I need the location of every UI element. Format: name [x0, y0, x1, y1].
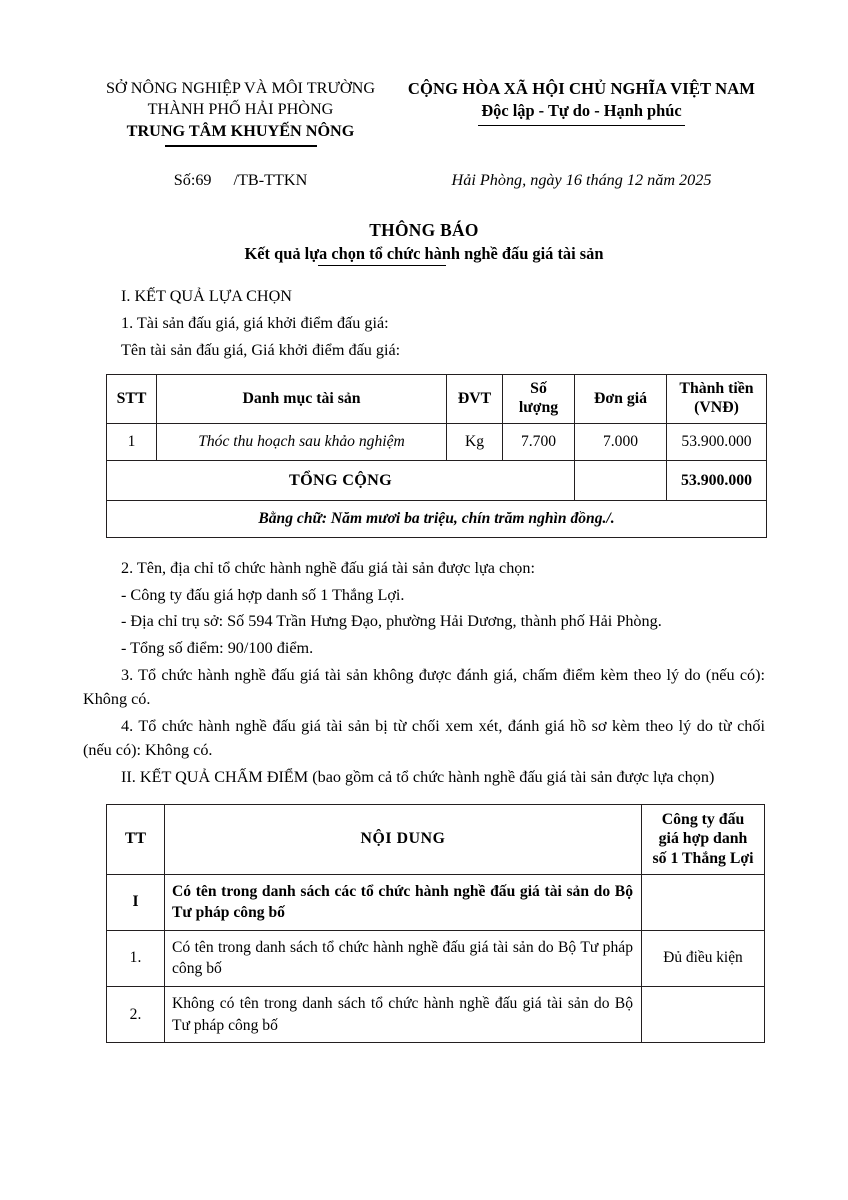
section-1-item-4: 4. Tổ chức hành nghề đấu giá tài sản bị từ chối xem xét, đánh giá hồ sơ kèm theo lý do từ chối (nếu có): Không có. [83, 716, 765, 760]
cell-asset-name: Thóc thu hoạch sau khảo nghiệm [157, 424, 447, 461]
authority-line-3: TRUNG TÂM KHUYẾN NÔNG [126, 121, 355, 140]
cell-quantity: 7.700 [503, 424, 575, 461]
document-body [83, 284, 765, 362]
section-1-item-2-bullet-3: - Tổng số điểm: 90/100 điểm. [121, 638, 314, 657]
amount-in-words: Bằng chữ: Năm mươi ba triệu, chín trăm nghìn đồng./. [107, 501, 767, 538]
table-words-row [107, 501, 767, 538]
header-company-line-3: số 1 Thắng Lợi [652, 850, 754, 868]
header-company-line-1: Công ty đấu [661, 810, 745, 828]
place-and-date: Hải Phòng, ngày 16 tháng 12 năm 2025 [451, 170, 712, 189]
header-amount-line-1: Thành tiền [679, 380, 754, 398]
header-asset-name: Danh mục tài sản [157, 375, 447, 424]
header-amount-line-2: (VNĐ) [694, 399, 739, 417]
scoring-header-row [107, 804, 765, 874]
total-empty-cell [575, 461, 667, 501]
section-1-heading: I. KẾT QUẢ LỰA CHỌN [121, 287, 292, 306]
cell-unit: Kg [447, 424, 503, 461]
authority-line-1: SỞ NÔNG NGHIỆP VÀ MÔI TRƯỜNG [105, 79, 376, 97]
motto-underline [478, 125, 685, 127]
header-quantity-line-2: lượng [518, 399, 559, 417]
document-number: Số:69 [173, 170, 212, 189]
document-header [83, 0, 765, 147]
table-row [107, 874, 765, 930]
authority-underline [165, 145, 317, 147]
cell-index: I [107, 874, 165, 930]
cell-result [642, 874, 765, 930]
national-motto: Độc lập - Tự do - Hạnh phúc [481, 100, 682, 120]
section-1-item-3: 3. Tổ chức hành nghề đấu giá tài sản không được đánh giá, chấm điểm kèm theo lý do (nếu có): Không có. [83, 665, 765, 709]
section-1-item-2: 2. Tên, địa chỉ tổ chức hành nghề đấu giá tài sản được lựa chọn: [121, 559, 535, 578]
cell-index: 1. [107, 930, 165, 986]
subtitle-underline [318, 265, 446, 267]
cell-criteria: Có tên trong danh sách các tổ chức hành nghề đấu giá tài sản do Bộ Tư pháp công bố [165, 874, 642, 930]
document-body-continued [83, 556, 765, 790]
section-1-item-2-bullet-1: - Công ty đấu giá hợp danh số 1 Thắng Lợi. [121, 585, 405, 604]
header-company-line-2: giá hợp danh [658, 830, 748, 848]
cell-index: 2. [107, 986, 165, 1042]
authority-line-2: THÀNH PHỐ HẢI PHÒNG [147, 100, 334, 119]
table-row [107, 930, 765, 986]
header-amount [667, 375, 767, 424]
header-unit: ĐVT [447, 375, 503, 424]
section-1-item-1-sub: Tên tài sản đấu giá, Giá khởi điểm đấu giá: [121, 340, 401, 359]
cell-criteria: Không có tên trong danh sách tổ chức hành nghề đấu giá tài sản do Bộ Tư pháp công bố [165, 986, 642, 1042]
total-amount: 53.900.000 [667, 461, 767, 501]
total-label: TỔNG CỘNG [107, 461, 575, 501]
document-number-block [83, 171, 398, 190]
section-1-item-2-bullet-2: - Địa chỉ trụ sở: Số 594 Trần Hưng Đạo, phường Hải Dương, thành phố Hải Phòng. [121, 612, 662, 631]
header-unit-price: Đơn giá [575, 375, 667, 424]
table-row [107, 986, 765, 1042]
document-subtitle: Kết quả lựa chọn tổ chức hành nghề đấu giá tài sản [244, 243, 604, 263]
header-quantity [503, 375, 575, 424]
assets-table [106, 374, 767, 538]
scoring-table [106, 804, 765, 1043]
cell-result [642, 986, 765, 1042]
national-motto-block [398, 78, 765, 126]
document-title: THÔNG BÁO [369, 219, 479, 240]
header-quantity-line-1: Số [530, 380, 547, 398]
cell-stt: 1 [107, 424, 157, 461]
header-content: NỘI DUNG [165, 804, 642, 874]
table-row [107, 424, 767, 461]
cell-unit-price: 7.000 [575, 424, 667, 461]
section-1-item-1: 1. Tài sản đấu giá, giá khởi điểm đấu giá: [121, 313, 389, 332]
cell-criteria: Có tên trong danh sách tổ chức hành nghề đấu giá tài sản do Bộ Tư pháp công bố [165, 930, 642, 986]
header-stt: STT [107, 375, 157, 424]
section-2-heading: II. KẾT QUẢ CHẤM ĐIỂM (bao gồm cả tổ chức hành nghề đấu giá tài sản được lựa chọn) [121, 768, 715, 787]
document-code: /TB-TTKN [233, 170, 308, 189]
document-subheader [83, 171, 765, 190]
header-company [642, 804, 765, 874]
table-total-row [107, 461, 767, 501]
title-block [83, 220, 765, 267]
cell-result: Đủ điều kiện [642, 930, 765, 986]
issuing-authority-block [83, 78, 398, 147]
cell-amount: 53.900.000 [667, 424, 767, 461]
header-tt: TT [107, 804, 165, 874]
country-name: CỘNG HÒA XÃ HỘI CHỦ NGHĨA VIỆT NAM [407, 79, 756, 98]
table-header-row [107, 375, 767, 424]
